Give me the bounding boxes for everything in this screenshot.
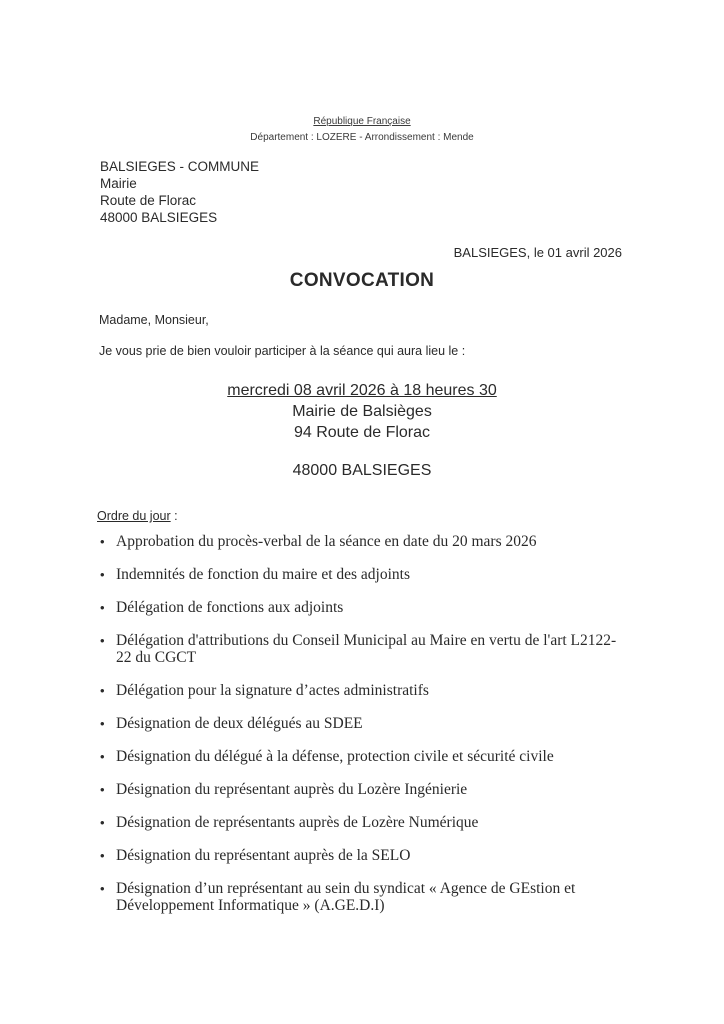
- meeting-address: 94 Route de Florac: [293, 424, 431, 441]
- meeting-postcode-city: 48000 BALSIEGES: [292, 462, 432, 479]
- agenda-label: Ordre du jour: [97, 509, 171, 523]
- bullet-icon: •: [100, 815, 105, 830]
- agenda-item: [100, 880, 620, 914]
- agenda-item: [100, 682, 620, 699]
- agenda-item-text: Désignation du représentant auprès du Lozère Ingénierie: [116, 781, 468, 798]
- agenda-item-text: Délégation pour la signature d’actes administratifs: [116, 682, 429, 699]
- sender-line: BALSIEGES - COMMUNE: [100, 159, 260, 174]
- agenda-item-text: Indemnités de fonction du maire et des adjoints: [116, 566, 410, 583]
- agenda-item-text: Désignation d’un représentant au sein du syndicat « Agence de GEstion et Développement Informatique » (A.GE.D.I): [116, 880, 576, 914]
- bullet-icon: •: [100, 567, 105, 582]
- agenda-label-suffix: :: [170, 509, 178, 523]
- sender-line: Route de Florac: [100, 193, 197, 208]
- agenda-item: [100, 632, 620, 666]
- agenda-item-text: Délégation d'attributions du Conseil Municipal au Maire en vertu de l'art L2122-22 du CGCT: [116, 632, 617, 666]
- agenda-heading: [97, 509, 178, 523]
- bullet-icon: •: [100, 633, 105, 648]
- agenda-item-text: Désignation de représentants auprès de Lozère Numérique: [116, 814, 479, 831]
- agenda-item: [100, 748, 620, 765]
- salutation: Madame, Monsieur,: [99, 313, 209, 327]
- bullet-icon: •: [100, 881, 105, 896]
- agenda-item: [100, 599, 620, 616]
- sender-line: Mairie: [100, 176, 137, 191]
- bullet-icon: •: [100, 848, 105, 863]
- bullet-icon: •: [100, 600, 105, 615]
- bullet-icon: •: [100, 782, 105, 797]
- agenda-list: [100, 533, 620, 930]
- agenda-item: [100, 814, 620, 831]
- agenda-item: [100, 847, 620, 864]
- sender-address: [100, 158, 259, 226]
- agenda-item-text: Désignation du délégué à la défense, protection civile et sécurité civile: [116, 748, 554, 765]
- bullet-icon: •: [100, 716, 105, 731]
- agenda-item: [100, 533, 620, 550]
- departement-line: Département : LOZERE - Arrondissement : Mende: [250, 132, 474, 143]
- meeting-details: [0, 380, 724, 481]
- agenda-item: [100, 781, 620, 798]
- invitation-text: Je vous prie de bien vouloir participer à la séance qui aura lieu le :: [99, 344, 466, 358]
- agenda-item-text: Désignation de deux délégués au SDEE: [116, 715, 363, 732]
- meeting-venue: Mairie de Balsièges: [292, 403, 432, 420]
- agenda-item-text: Approbation du procès-verbal de la séance en date du 20 mars 2026: [116, 533, 537, 550]
- republic-heading: République Française: [313, 116, 411, 127]
- bullet-icon: •: [100, 534, 105, 549]
- agenda-item: [100, 715, 620, 732]
- agenda-item: [100, 566, 620, 583]
- agenda-item-text: Désignation du représentant auprès de la SELO: [116, 847, 411, 864]
- sender-line: 48000 BALSIEGES: [100, 210, 218, 225]
- agenda-item-text: Délégation de fonctions aux adjoints: [116, 599, 344, 616]
- bullet-icon: •: [100, 683, 105, 698]
- meeting-datetime: mercredi 08 avril 2026 à 18 heures 30: [227, 382, 497, 399]
- document-title: CONVOCATION: [289, 270, 435, 291]
- bullet-icon: •: [100, 749, 105, 764]
- place-and-date: BALSIEGES, le 01 avril 2026: [453, 245, 622, 260]
